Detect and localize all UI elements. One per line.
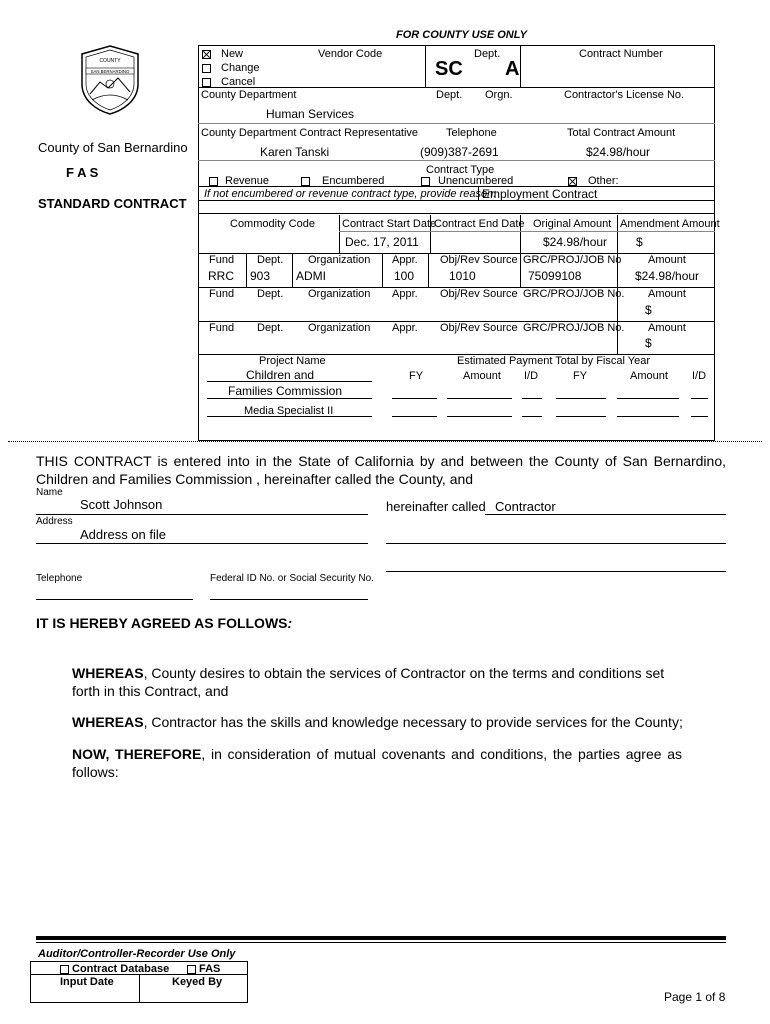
divider bbox=[339, 215, 340, 253]
rule bbox=[447, 398, 512, 399]
fund-value[interactable]: RRC bbox=[208, 269, 234, 283]
original-amount-label: Original Amount bbox=[533, 218, 612, 230]
amount-value-2[interactable]: $ bbox=[645, 303, 652, 317]
dept-label: Dept. bbox=[436, 89, 463, 101]
objrev-label-2: Obj/Rev Source bbox=[440, 288, 518, 300]
divider bbox=[430, 215, 431, 253]
footer-thin-rule bbox=[36, 942, 726, 943]
reason-label: If not encumbered or revenue contract type, provide reason: bbox=[204, 188, 497, 200]
dept-value[interactable]: 903 bbox=[250, 269, 271, 283]
cancel-checkbox[interactable] bbox=[202, 78, 211, 87]
name-label: Name bbox=[36, 487, 63, 498]
vendor-code-value[interactable]: SC bbox=[435, 58, 463, 80]
amendment-amount-value[interactable]: $ bbox=[636, 235, 643, 249]
change-label: Change bbox=[221, 62, 260, 74]
agreed-heading bbox=[36, 615, 292, 631]
project-name-label: Project Name bbox=[259, 355, 326, 367]
standard-contract-heading: STANDARD CONTRACT bbox=[38, 196, 187, 211]
rule bbox=[36, 599, 193, 600]
fas-heading: F A S bbox=[66, 165, 99, 180]
grc-label-2: GRC/PROJ/JOB No. bbox=[523, 288, 625, 300]
estimated-payment-label: Estimated Payment Total by Fiscal Year bbox=[457, 355, 651, 367]
county-department-label: County Department bbox=[201, 89, 297, 101]
whereas-2-text: , Contractor has the skills and knowledge necessary to provide services for the County; bbox=[143, 714, 683, 730]
contractor-license-label: Contractor's License No. bbox=[564, 89, 685, 101]
amendment-amount-label: Amendment Amount bbox=[620, 218, 720, 230]
divider bbox=[425, 45, 426, 87]
dept-label-2: Dept. bbox=[257, 288, 284, 300]
dept-label-3: Dept. bbox=[257, 322, 284, 334]
unencumbered-checkbox[interactable] bbox=[421, 177, 430, 186]
revenue-checkbox[interactable] bbox=[209, 177, 218, 186]
objrev-label-1: Obj/Rev Source bbox=[440, 254, 518, 266]
rule bbox=[617, 416, 679, 417]
organization-label-1: Organization bbox=[308, 254, 371, 266]
grc-label-3: GRC/PROJ/JOB No. bbox=[523, 322, 625, 334]
telephone-label: Telephone bbox=[446, 127, 497, 139]
divider bbox=[617, 287, 618, 321]
fas-label: FAS bbox=[199, 963, 221, 975]
objrev-value[interactable]: 1010 bbox=[449, 269, 476, 283]
rule bbox=[386, 571, 726, 572]
name-value[interactable]: Scott Johnson bbox=[80, 497, 163, 512]
contract-number-label: Contract Number bbox=[579, 48, 663, 60]
rule bbox=[207, 398, 372, 399]
rule bbox=[198, 160, 715, 161]
telephone-field-label: Telephone bbox=[36, 573, 83, 584]
organization-label-3: Organization bbox=[308, 322, 371, 334]
end-date-label: Contract End Date bbox=[434, 218, 525, 230]
grc-label-1: GRC/PROJ/JOB No bbox=[523, 254, 622, 266]
fy-label-2: FY bbox=[573, 370, 588, 382]
project-line-1[interactable]: Children and bbox=[246, 368, 315, 382]
start-date-value[interactable]: Dec. 17, 2011 bbox=[345, 235, 419, 249]
address-value[interactable]: Address on file bbox=[80, 527, 166, 542]
county-name: County of San Bernardino bbox=[38, 140, 188, 155]
vendor-code-label: Vendor Code bbox=[318, 48, 383, 60]
form-border-left bbox=[198, 45, 199, 440]
organization-label-2: Organization bbox=[308, 288, 371, 300]
rule bbox=[691, 398, 708, 399]
auditor-title: Auditor/Controller-Recorder Use Only bbox=[38, 948, 236, 960]
hereinafter-value[interactable]: Contractor bbox=[495, 499, 556, 514]
rule bbox=[339, 231, 715, 232]
divider bbox=[478, 186, 479, 200]
appr-label-1: Appr. bbox=[392, 254, 418, 266]
federal-id-label: Federal ID No. or Social Security No. bbox=[210, 573, 374, 584]
seal-text-band: SAN BERNARDINO bbox=[90, 69, 130, 74]
fund-label-3: Fund bbox=[209, 322, 235, 334]
rule bbox=[522, 416, 542, 417]
new-label: New bbox=[221, 48, 244, 60]
other-label: Other: bbox=[588, 175, 619, 187]
encumbered-checkbox[interactable] bbox=[301, 177, 310, 186]
page-separator bbox=[8, 441, 762, 442]
now-therefore bbox=[72, 745, 682, 781]
divider bbox=[520, 45, 521, 87]
project-line-2[interactable]: Families Commission bbox=[228, 384, 343, 398]
objrev-label-3: Obj/Rev Source bbox=[440, 322, 518, 334]
appr-label-2: Appr. bbox=[392, 288, 418, 300]
rule bbox=[207, 416, 372, 417]
project-line-3[interactable]: Media Specialist II bbox=[244, 405, 334, 417]
dept-label-1: Dept. bbox=[257, 254, 284, 266]
orgn-label: Orgn. bbox=[485, 89, 513, 101]
hereinafter-label: hereinafter called bbox=[386, 499, 486, 514]
representative-label: County Department Contract Representative bbox=[201, 127, 419, 139]
amount-label-2: Amount bbox=[648, 288, 686, 300]
change-checkbox[interactable] bbox=[202, 64, 211, 73]
rule bbox=[485, 514, 726, 515]
amount-label-1: Amount bbox=[648, 254, 686, 266]
fund-label-2: Fund bbox=[209, 288, 235, 300]
id-label-2: I/D bbox=[692, 370, 707, 382]
total-amount-value[interactable]: $24.98/hour bbox=[586, 145, 651, 159]
rule bbox=[210, 599, 368, 600]
divider bbox=[382, 253, 383, 287]
rule bbox=[386, 543, 726, 544]
rule bbox=[617, 398, 679, 399]
fund-label-1: Fund bbox=[209, 254, 235, 266]
dept-code-value[interactable]: A bbox=[505, 58, 520, 80]
rule bbox=[556, 398, 606, 399]
county-department-value[interactable]: Human Services bbox=[266, 107, 355, 121]
contract-database-checkbox[interactable] bbox=[60, 965, 69, 974]
organization-value[interactable]: ADMI bbox=[296, 269, 326, 283]
appr-label-3: Appr. bbox=[392, 322, 418, 334]
divider bbox=[617, 321, 618, 354]
divider bbox=[617, 253, 618, 287]
amount-value-3[interactable]: $ bbox=[645, 336, 652, 350]
contract-database-label: Contract Database bbox=[72, 963, 170, 975]
whereas-1 bbox=[72, 664, 692, 700]
grc-value[interactable]: 75099108 bbox=[528, 269, 582, 283]
footer-thick-rule bbox=[36, 936, 726, 940]
new-checkbox[interactable] bbox=[202, 50, 211, 59]
dept-label-top: Dept. bbox=[474, 48, 501, 60]
rule bbox=[198, 123, 715, 124]
rule bbox=[198, 213, 715, 214]
amount-label-fy1: Amount bbox=[463, 370, 501, 382]
now-therefore-lead: NOW, THEREFORE bbox=[72, 746, 202, 762]
divider bbox=[292, 253, 293, 287]
representative-name[interactable]: Karen Tanski bbox=[260, 145, 330, 159]
address-label: Address bbox=[36, 516, 73, 527]
agreed-heading-colon: : bbox=[287, 615, 293, 631]
id-label-1: I/D bbox=[524, 370, 539, 382]
whereas-1-lead: WHEREAS bbox=[72, 665, 144, 681]
whereas-2 bbox=[72, 713, 732, 731]
divider bbox=[428, 253, 429, 287]
rule bbox=[556, 416, 606, 417]
appr-value[interactable]: 100 bbox=[394, 269, 415, 283]
rule bbox=[691, 416, 708, 417]
rule bbox=[392, 416, 437, 417]
fas-checkbox[interactable] bbox=[187, 965, 196, 974]
other-checkbox[interactable] bbox=[568, 177, 577, 186]
input-date-label: Input Date bbox=[60, 976, 114, 988]
rule bbox=[447, 416, 512, 417]
divider bbox=[139, 974, 140, 1003]
fy-label-1: FY bbox=[409, 370, 424, 382]
agreed-heading-text: IT IS HEREBY AGREED AS FOLLOWS bbox=[36, 615, 288, 631]
whereas-2-lead: WHEREAS bbox=[72, 714, 144, 730]
contract-type-label: Contract Type bbox=[426, 164, 495, 176]
intro-paragraph: THIS CONTRACT is entered into in the State of California by and between the County of San Bernardino, Children and Families Commission , hereinafter called the County, and bbox=[36, 453, 726, 487]
unencumbered-label: Unencumbered bbox=[438, 175, 514, 187]
divider bbox=[617, 215, 618, 253]
rule bbox=[392, 398, 437, 399]
cancel-label: Cancel bbox=[221, 76, 256, 88]
divider bbox=[520, 253, 521, 287]
county-use-only-heading: FOR COUNTY USE ONLY bbox=[396, 29, 527, 41]
rule bbox=[198, 200, 715, 201]
form-border-right bbox=[714, 45, 715, 440]
seal-text-top: COUNTY bbox=[99, 58, 121, 64]
total-amount-label: Total Contract Amount bbox=[567, 127, 676, 139]
divider bbox=[520, 215, 521, 253]
revenue-label: Revenue bbox=[225, 175, 270, 187]
rule bbox=[198, 186, 715, 187]
rule bbox=[198, 87, 715, 88]
rule bbox=[522, 398, 542, 399]
amount-label-3: Amount bbox=[648, 322, 686, 334]
keyed-by-label: Keyed By bbox=[172, 976, 223, 988]
whereas-1-text: , County desires to obtain the services of Contractor on the terms and conditions set forth in this Contract, and bbox=[72, 665, 665, 699]
rule bbox=[36, 543, 368, 544]
rule bbox=[36, 514, 368, 515]
divider bbox=[246, 253, 247, 287]
encumbered-label: Encumbered bbox=[322, 175, 385, 187]
telephone-value[interactable]: (909)387-2691 bbox=[420, 145, 499, 159]
amount-value[interactable]: $24.98/hour bbox=[635, 269, 700, 283]
rule bbox=[207, 381, 372, 382]
start-date-label: Contract Start Date bbox=[342, 218, 437, 230]
county-seal-logo bbox=[78, 44, 142, 116]
now-therefore-text: , in consideration of mutual covenants and conditions, the parties agree as follows: bbox=[72, 746, 682, 780]
original-amount-value[interactable]: $24.98/hour bbox=[543, 235, 608, 249]
page-number: Page 1 of 8 bbox=[664, 990, 726, 1004]
form-border-top bbox=[198, 45, 715, 46]
amount-label-fy2: Amount bbox=[630, 370, 668, 382]
commodity-code-label: Commodity Code bbox=[230, 218, 315, 230]
reason-value[interactable]: Employment Contract bbox=[482, 187, 598, 201]
